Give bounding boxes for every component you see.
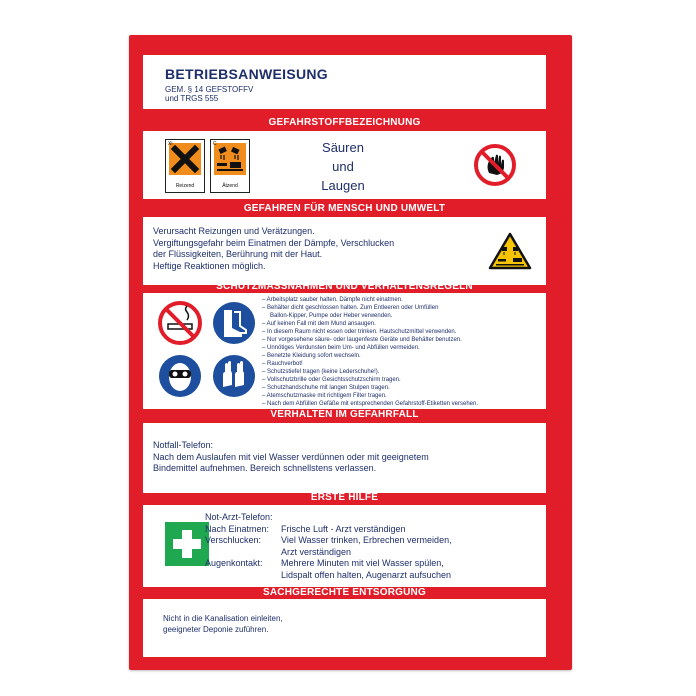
section-bar-protection: SCHUTZMASSNAHMEN UND VERHALTENSREGELN — [216, 281, 473, 292]
protection-rule: – In diesem Raum nicht essen oder trinken. Hautschutzmittel verwenden. — [262, 329, 457, 335]
section-bar-emergency: VERHALTEN IM GEFAHRFALL — [270, 409, 419, 420]
safety-instruction-sign — [129, 35, 572, 670]
substance-name-line1: Säuren — [322, 140, 364, 155]
hazards-line: Vergiftungsgefahr beim Einatmen der Dämpfe, Verschlucken — [153, 237, 395, 248]
disposal-line: Nicht in die Kanalisation einleiten, — [163, 614, 283, 623]
emergency-line: Nach dem Auslaufen mit viel Wasser verdünnen oder mit geeignetem — [153, 451, 429, 462]
harmful-x-icon — [169, 143, 201, 175]
corrosive-warning-triangle-icon — [487, 231, 533, 276]
first-aid-key: Nach Einatmen: — [205, 523, 270, 534]
harmful-pictogram — [165, 139, 205, 193]
first-aid-value: Arzt verständigen — [281, 546, 352, 557]
emergency-line: Bindemittel aufnehmen. Bereich schnellstens verlassen. — [153, 463, 377, 473]
harmful-pictogram-letter: Xi — [168, 141, 173, 147]
substance-name — [283, 138, 403, 195]
first-aid-phone-label: Not-Arzt-Telefon: — [205, 512, 273, 522]
protection-rule: – Behälter dicht geschlossen halten. Zum Entleeren oder Umfüllen — [262, 305, 439, 311]
protection-rule: – Schutzstiefel tragen (keine Lederschuhe!). — [262, 369, 380, 375]
no-smoking-icon — [157, 300, 203, 351]
first-aid-value: Viel Wasser trinken, Erbrechen vermeiden, — [281, 535, 452, 545]
hazards-line: Verursacht Reizungen und Verätzungen. — [153, 226, 315, 236]
document-subtitle-line1: GEM. § 14 GEFSTOFFV — [165, 85, 254, 94]
protection-rule: – Arbeitsplatz sauber halten. Dämpfe nicht einatmen. — [262, 297, 403, 303]
first-aid-cross-icon — [165, 522, 209, 571]
first-aid-key: Verschlucken: — [205, 535, 262, 545]
substance-panel — [143, 131, 546, 199]
section-bar-first-aid: ERSTE HILFE — [310, 492, 379, 503]
protection-rule: – Benetzte Kleidung sofort wechseln. — [262, 353, 361, 359]
first-aid-value: Frische Luft - Arzt verständigen — [281, 523, 406, 534]
disposal-text — [163, 613, 283, 635]
protection-rule: – Rauchverbot! — [262, 361, 303, 367]
first-aid-value: Mehrere Minuten mit viel Wasser spülen, — [281, 558, 444, 568]
substance-name-line2: und — [332, 159, 354, 174]
first-aid-row — [205, 558, 452, 581]
first-aid-instructions — [205, 512, 452, 581]
protection-rule: – Vollschutzbrille oder Gesichtsschutzschirm tragen. — [262, 377, 401, 383]
hazards-line: der Flüssigkeiten, Berührung mit der Haut. — [153, 249, 323, 259]
protection-rule: Ballon-Kipper, Pumpe oder Heber verwenden. — [270, 313, 393, 319]
corrosive-pictogram-letter: C — [213, 141, 217, 147]
protection-rule: – Atemschutzmaske mit richtigem Filter tragen. — [262, 393, 387, 399]
section-bar-hazards: GEFAHREN FÜR MENSCH UND UMWELT — [243, 203, 446, 214]
emergency-phone-label: Notfall-Telefon: — [153, 440, 214, 450]
no-touching-sign-icon — [473, 143, 517, 192]
protection-rules-list — [262, 296, 478, 408]
face-shield-icon — [157, 353, 203, 404]
section-bar-disposal: SACHGERECHTE ENTSORGUNG — [263, 587, 426, 598]
protection-rule: – Nach dem Abfüllen Gefäße mit entsprechenden Gefahrstoff-Etiketten versehen. — [262, 401, 479, 407]
corrosive-pictogram-label: Ätzend — [222, 183, 238, 189]
disposal-panel — [143, 599, 546, 657]
protection-rule: – Schutzhandschuhe mit langen Stulpen tragen. — [262, 385, 390, 391]
corrosive-icon — [214, 143, 246, 175]
substance-name-line3: Laugen — [321, 178, 365, 193]
first-aid-row — [205, 524, 452, 536]
document-subtitle-line2: und TRGS 555 — [165, 94, 219, 103]
disposal-line: geeigneter Deponie zuführen. — [163, 625, 269, 634]
protection-panel — [143, 293, 546, 409]
header-panel — [143, 55, 546, 109]
document-title: BETRIEBSANWEISUNG — [165, 66, 328, 82]
first-aid-value: Lidspalt offen halten, Augenarzt aufsuchen — [281, 569, 451, 580]
protection-rule: – Auf keinen Fall mit dem Mund ansaugen. — [262, 321, 376, 327]
emergency-panel — [143, 423, 546, 493]
safety-boots-icon — [211, 300, 257, 351]
first-aid-panel — [143, 505, 546, 587]
first-aid-row — [205, 535, 452, 558]
hazards-panel — [143, 217, 546, 285]
hazards-text — [153, 226, 394, 272]
protection-rule: – Nur vorgesehene säure- oder laugenfeste Geräte und Behälter benutzen. — [262, 337, 462, 343]
emergency-text — [153, 440, 429, 475]
protective-gloves-icon — [211, 353, 257, 404]
first-aid-key: Augenkontakt: — [205, 558, 263, 568]
corrosive-pictogram — [210, 139, 250, 193]
protection-rule: – Unnötiges Verdunsten beim Um- und Abfüllen vermeiden. — [262, 345, 420, 351]
section-bar-substance: GEFAHRSTOFFBEZEICHNUNG — [268, 117, 421, 128]
harmful-pictogram-label: Reizend — [175, 183, 195, 189]
hazards-line: Heftige Reaktionen möglich. — [153, 260, 266, 271]
